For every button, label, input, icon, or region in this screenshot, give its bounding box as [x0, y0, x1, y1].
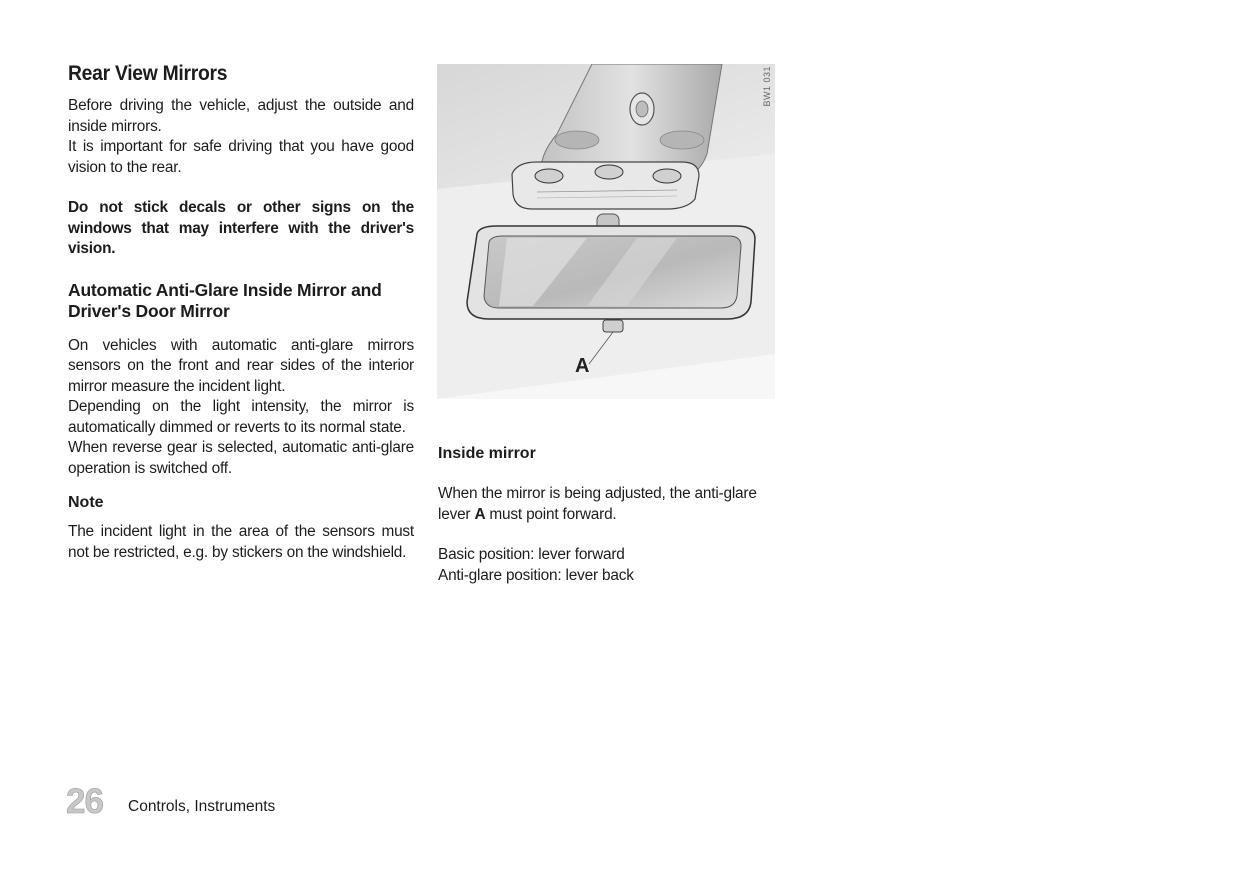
adjust-lever-ref: A — [474, 505, 486, 523]
intro-paragraph-2: It is important for safe driving that you have good vision to the rear. — [68, 138, 414, 176]
lever-label: A — [575, 355, 590, 377]
body-paragraph-1: On vehicles with automatic anti-glare mirrors sensors on the front and rear sides of the interior mirror measure the incident light. — [68, 336, 414, 395]
left-column — [68, 62, 414, 563]
inside-mirror-heading: Inside mirror — [438, 445, 536, 462]
adjust-prefix: When the mirror is being adjusted, the anti-glare lever — [438, 485, 757, 523]
antiglare-position: Anti-glare position: lever back — [438, 566, 634, 584]
right-column — [438, 444, 783, 586]
adjust-paragraph — [438, 484, 783, 525]
basic-position: Basic position: lever forward — [438, 546, 625, 563]
note-heading: Note — [68, 494, 104, 511]
intro-paragraph-1: Before driving the vehicle, adjust the outside and inside mirrors. — [68, 97, 414, 135]
body-paragraph-2: Depending on the light intensity, the mirror is automatically dimmed or reverts to its normal state. — [68, 398, 414, 436]
footer-section: Controls, Instruments — [128, 798, 276, 815]
body-paragraph-3: When reverse gear is selected, automatic anti-glare operation is switched off. — [68, 439, 414, 477]
page-title: Rear View Mirrors — [68, 62, 228, 85]
note-text: The incident light in the area of the sensors must not be restricted, e.g. by stickers on the windshield. — [68, 523, 414, 561]
warning-text: Do not stick decals or other signs on the windows that may interfere with the driver's vision. — [68, 199, 414, 257]
inside-mirror-illustration — [437, 64, 775, 399]
adjust-suffix: must point forward. — [485, 505, 617, 523]
page-number: 26 — [66, 782, 103, 821]
section-heading: Automatic Anti-Glare Inside Mirror and Driver's Door Mirror — [68, 279, 382, 321]
figure-code: BW1 031 — [762, 66, 772, 107]
